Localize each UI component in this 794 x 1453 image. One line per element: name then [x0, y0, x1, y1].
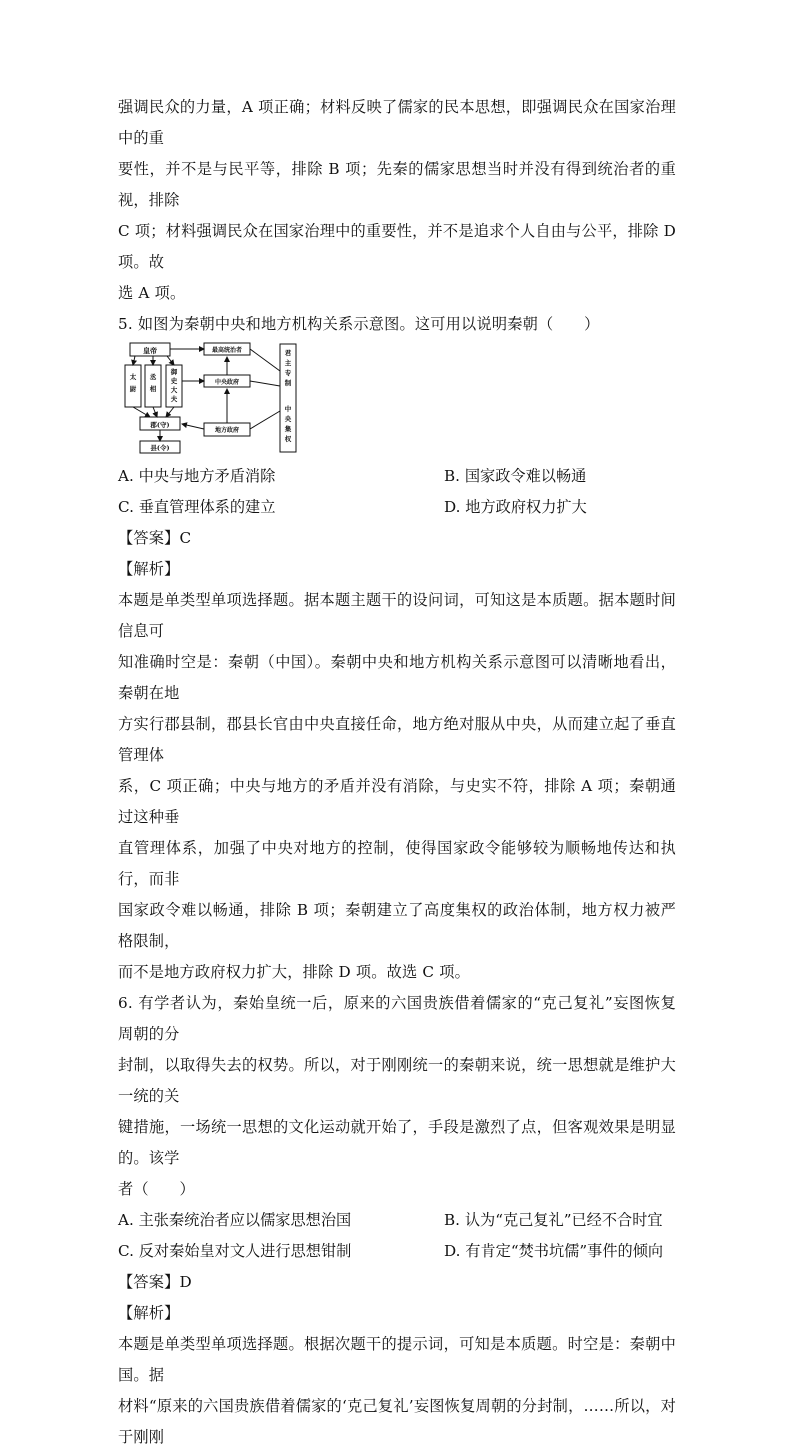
diagram-label: 地方政府 [214, 427, 240, 434]
diagram-label: 郡(守) [150, 421, 170, 429]
q5-analysis-line: 本题是单类型单项选择题。据本题主题干的设问词，可知这是本质题。据本题时间信息可 [118, 591, 676, 640]
q5-options-row [118, 461, 676, 492]
intro-line: 选 A 项。 [118, 284, 186, 302]
q6-option-d[interactable]: D. 有肯定“焚书坑儒”事件的倾向 [444, 1242, 664, 1260]
q6-stem-line: 者（ ） [118, 1180, 195, 1198]
q6-stem-line: 6. 有学者认为，秦始皇统一后，原来的六国贵族借着儒家的“克己复礼”妄图恢复周朝的分 [118, 994, 676, 1043]
q5-option-d[interactable]: D. 地方政府权力扩大 [444, 498, 587, 516]
q6-answer: 【答案】D [118, 1273, 192, 1291]
diagram-label: 最高统治者 [211, 347, 243, 354]
q5-analysis-line: 知准确时空是：秦朝（中国）。秦朝中央和地方机构关系示意图可以清晰地看出，秦朝在地 [118, 653, 676, 702]
q5-analysis-label: 【解析】 [118, 560, 180, 578]
q6-options-row [118, 1236, 676, 1267]
q5-analysis-line: 方实行郡县制，郡县长官由中央直接任命，地方绝对服从中央，从而建立起了垂直管理体 [118, 715, 676, 764]
diagram-label: 县(令) [150, 444, 170, 452]
q5-option-a[interactable]: A. 中央与地方矛盾消除 [118, 467, 276, 485]
q5-analysis-line: 直管理体系，加强了中央对地方的控制，使得国家政令能够较为顺畅地传达和执行，而非 [118, 839, 676, 888]
diagram-label: 中央政府 [214, 379, 240, 386]
q6-stem-line: 键措施，一场统一思想的文化运动就开始了，手段是激烈了点，但客观效果是明显的。该学 [118, 1118, 676, 1167]
diagram-vertical-label: 中央集权 [284, 405, 292, 443]
q6-option-a[interactable]: A. 主张秦统治者应以儒家思想治国 [118, 1211, 352, 1229]
q5-analysis-line: 系，C 项正确；中央与地方的矛盾并没有消除，与史实不符，排除 A 项；秦朝通过这种垂 [118, 777, 676, 826]
document-page [118, 92, 676, 1453]
diagram-vertical-label: 丞相 [149, 373, 157, 393]
q5-answer: 【答案】C [118, 529, 192, 547]
q6-option-b[interactable]: B. 认为“克己复礼”已经不合时宜 [444, 1211, 663, 1229]
diagram-label: 皇帝 [143, 346, 157, 355]
q5-analysis-line: 而不是地方政府权力扩大，排除 D 项。故选 C 项。 [118, 963, 471, 981]
q6-options-row [118, 1205, 676, 1236]
qin-structure-diagram [122, 341, 297, 455]
q6-stem-line: 封制，以取得失去的权势。所以，对于刚刚统一的秦朝来说，统一思想就是维护大一统的关 [118, 1056, 676, 1105]
q5-stem: 5. 如图为秦朝中央和地方机构关系示意图。这可用以说明秦朝（ ） [118, 315, 600, 333]
intro-line: 要性，并不是与民平等，排除 B 项；先秦的儒家思想当时并没有得到统治者的重视，排除 [118, 160, 676, 209]
q6-analysis-line: 本题是单类型单项选择题。根据次题干的提示词，可知是本质题。时空是：秦朝中国。据 [118, 1335, 676, 1384]
q5-option-b[interactable]: B. 国家政令难以畅通 [444, 467, 587, 485]
intro-line: C 项；材料强调民众在国家治理中的重要性，并不是追求个人自由与公平，排除 D 项。故 [118, 222, 676, 271]
q6-analysis-label: 【解析】 [118, 1304, 180, 1322]
diagram-vertical-label: 太尉 [129, 373, 137, 393]
intro-line: 强调民众的力量，A 项正确；材料反映了儒家的民本思想，即强调民众在国家治理中的重 [118, 98, 676, 147]
q6-option-c[interactable]: C. 反对秦始皇对文人进行思想钳制 [118, 1242, 352, 1260]
q5-options-row [118, 492, 676, 523]
q5-option-c[interactable]: C. 垂直管理体系的建立 [118, 498, 276, 516]
q6-analysis-line: 材料“原来的六国贵族借着儒家的‘克己复礼’妄图恢复周朝的分封制，……所以，对于刚刚 [118, 1397, 676, 1446]
q5-analysis-line: 国家政令难以畅通，排除 B 项；秦朝建立了高度集权的政治体制，地方权力被严格限制， [118, 901, 676, 950]
diagram-vertical-label: 御史大夫 [170, 368, 178, 403]
diagram-vertical-label: 君主专制 [284, 349, 292, 387]
